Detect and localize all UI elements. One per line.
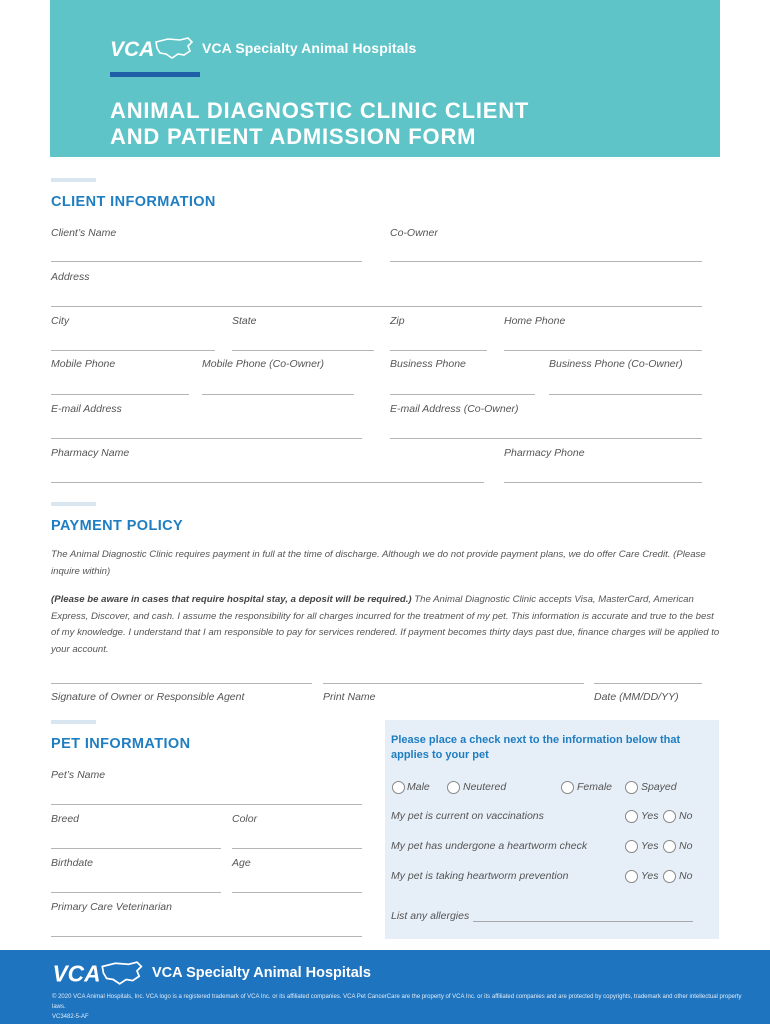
heartworm-prevention-question: My pet is taking heartworm prevention <box>391 870 569 882</box>
payment-policy-title: PAYMENT POLICY <box>51 518 184 534</box>
heartworm-prevention-no-label: No <box>679 870 693 882</box>
heartworm-check-yes-label: Yes <box>641 840 659 852</box>
header-accent-bar <box>110 72 200 77</box>
pharmacy-name-field[interactable] <box>51 482 484 483</box>
address-field[interactable] <box>51 306 702 307</box>
checklist-heading: Please place a check next to the information below that applies to your pet <box>391 734 681 761</box>
header-logo <box>110 36 416 60</box>
business-phone-label: Business Phone <box>390 358 466 370</box>
female-checkbox[interactable] <box>561 781 574 794</box>
pets-name-label: Pet’s Name <box>51 769 106 781</box>
age-label: Age <box>232 857 251 869</box>
date-label: Date (MM/DD/YY) <box>594 691 679 703</box>
payment-policy-paragraph1: The Animal Diagnostic Clinic requires payment in full at the time of discharge. Although we do not provide payment plans, we do offer Care Credit. (Please inquire within) <box>51 549 706 577</box>
home-phone-field[interactable] <box>504 350 702 351</box>
mobile-phone-co-owner-field[interactable] <box>202 394 354 395</box>
vaccinations-no-label: No <box>679 810 693 822</box>
vaccinations-question: My pet is current on vaccinations <box>391 810 544 822</box>
payment-terms-text: The Animal Diagnostic Clinic accepts Visa, MasterCard, American Express, Discover, and cash. I assume the responsibility for all charges incurred for the treatment of my pet. This information is accurate and true to the best of my knowledge. I understand that I am responsible to pay for services rendered. If payment becomes thirty days past due, finance charges will be applied to your account. <box>51 594 720 655</box>
heartworm-check-no-checkbox[interactable] <box>663 840 676 853</box>
co-owner-field[interactable] <box>390 261 702 262</box>
spayed-label: Spayed <box>641 781 677 793</box>
footer-logo <box>52 960 371 986</box>
vaccinations-no-checkbox[interactable] <box>663 810 676 823</box>
heartworm-prevention-yes-label: Yes <box>641 870 659 882</box>
color-field[interactable] <box>232 848 362 849</box>
vaccinations-yes-label: Yes <box>641 810 659 822</box>
form-title-line2: AND PATIENT ADMISSION FORM <box>110 124 477 149</box>
age-field[interactable] <box>232 892 362 893</box>
pet-checklist-panel <box>385 720 719 939</box>
heartworm-check-yes-checkbox[interactable] <box>625 840 638 853</box>
brand-name: VCA Specialty Animal Hospitals <box>202 40 417 56</box>
copyright-notice <box>52 992 752 1022</box>
neutered-checkbox[interactable] <box>447 781 460 794</box>
client-info-title: CLIENT INFORMATION <box>51 194 216 210</box>
heartworm-check-question: My pet has undergone a heartworm check <box>391 840 588 852</box>
pets-name-field[interactable] <box>51 804 362 805</box>
section-divider <box>51 720 96 724</box>
pharmacy-phone-field[interactable] <box>504 482 702 483</box>
clients-name-field[interactable] <box>51 261 362 262</box>
copyright-text: © 2020 VCA Animal Hospitals, Inc. VCA logo is a registered trademark of VCA Inc. or its affiliated companies. VCA Pet CancerCare are the property of VCA Inc. or its affiliated companies and are protected by copyrights, trademark and other intellectual property laws. <box>52 994 742 1010</box>
home-phone-label: Home Phone <box>504 315 566 327</box>
payment-policy-paragraph2 <box>51 592 723 658</box>
print-name-field[interactable] <box>323 683 584 684</box>
email-field[interactable] <box>51 438 362 439</box>
primary-vet-label: Primary Care Veterinarian <box>51 901 172 913</box>
birthdate-field[interactable] <box>51 892 221 893</box>
allergies-label: List any allergies <box>391 910 470 922</box>
mobile-phone-co-owner-label: Mobile Phone (Co-Owner) <box>202 358 324 370</box>
date-field[interactable] <box>594 683 702 684</box>
city-label: City <box>51 315 70 327</box>
neutered-label: Neutered <box>463 781 507 793</box>
vca-logo-text: VCA <box>110 38 155 60</box>
form-code: VC3482-5-AF <box>52 1014 89 1020</box>
form-header <box>50 0 720 157</box>
email-co-owner-field[interactable] <box>390 438 702 439</box>
zip-label: Zip <box>390 315 405 327</box>
vca-logo-icon <box>110 36 194 60</box>
print-name-label: Print Name <box>323 691 376 703</box>
vca-logo-icon <box>52 960 144 986</box>
section-divider <box>51 178 96 182</box>
spayed-checkbox[interactable] <box>625 781 638 794</box>
email-co-owner-label: E-mail Address (Co-Owner) <box>390 403 519 415</box>
mobile-phone-label: Mobile Phone <box>51 358 116 370</box>
deposit-notice: (Please be aware in cases that require hospital stay, a deposit will be required.) <box>51 594 412 605</box>
vca-logo-text: VCA <box>52 960 101 986</box>
email-label: E-mail Address <box>51 403 122 415</box>
footer-brand-name: VCA Specialty Animal Hospitals <box>152 965 371 981</box>
business-phone-co-owner-field[interactable] <box>549 394 702 395</box>
business-phone-co-owner-label: Business Phone (Co-Owner) <box>549 358 683 370</box>
form-title-line1: ANIMAL DIAGNOSTIC CLINIC CLIENT <box>110 98 530 123</box>
female-label: Female <box>577 781 613 793</box>
section-divider <box>51 502 96 506</box>
heartworm-prevention-no-checkbox[interactable] <box>663 870 676 883</box>
pharmacy-phone-label: Pharmacy Phone <box>504 447 585 459</box>
zip-field[interactable] <box>390 350 487 351</box>
primary-vet-field[interactable] <box>51 936 362 937</box>
business-phone-field[interactable] <box>390 394 535 395</box>
clients-name-label: Client’s Name <box>51 227 117 239</box>
signature-field[interactable] <box>51 683 312 684</box>
allergies-field[interactable] <box>473 921 693 922</box>
pet-info-title: PET INFORMATION <box>51 736 191 752</box>
pharmacy-name-label: Pharmacy Name <box>51 447 130 459</box>
breed-field[interactable] <box>51 848 221 849</box>
color-label: Color <box>232 813 258 825</box>
state-label: State <box>232 315 257 327</box>
form-title <box>110 98 670 150</box>
breed-label: Breed <box>51 813 80 825</box>
co-owner-label: Co-Owner <box>390 227 438 239</box>
vaccinations-yes-checkbox[interactable] <box>625 810 638 823</box>
signature-label: Signature of Owner or Responsible Agent <box>51 691 245 703</box>
heartworm-prevention-yes-checkbox[interactable] <box>625 870 638 883</box>
birthdate-label: Birthdate <box>51 857 94 869</box>
male-label: Male <box>407 781 430 793</box>
address-label: Address <box>51 271 90 283</box>
page-footer <box>0 950 770 1024</box>
state-field[interactable] <box>232 350 374 351</box>
male-checkbox[interactable] <box>392 781 405 794</box>
heartworm-check-no-label: No <box>679 840 693 852</box>
mobile-phone-field[interactable] <box>51 394 189 395</box>
city-field[interactable] <box>51 350 215 351</box>
